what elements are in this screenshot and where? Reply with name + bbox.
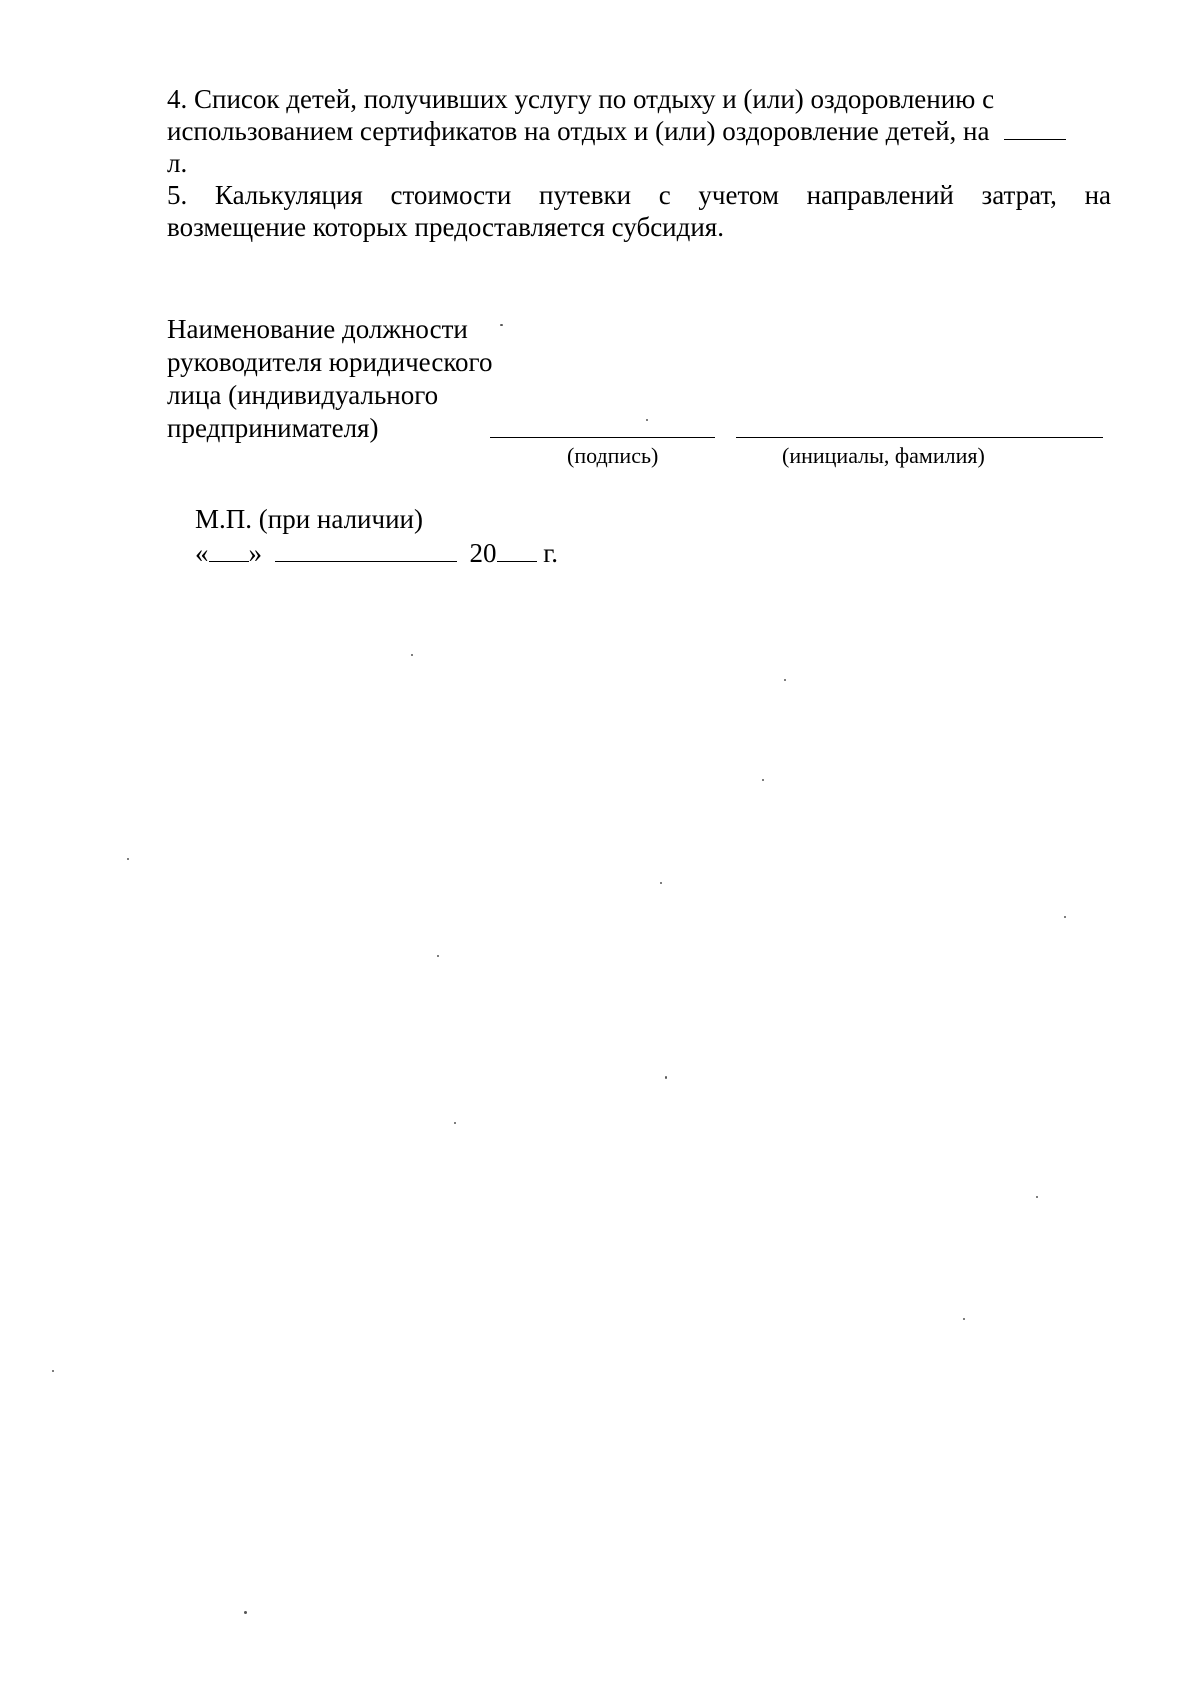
scan-speck [660, 882, 662, 884]
attachment-text: возмещение которых предоставляется субсидия. [167, 212, 724, 242]
signature-line [490, 437, 715, 438]
day-blank [209, 539, 249, 562]
scan-speck [762, 779, 764, 781]
scan-speck [1036, 1196, 1038, 1198]
scan-speck [244, 1611, 247, 1614]
attachment-text: использованием сертификатов на отдых и (или) оздоровление детей, на [167, 116, 990, 146]
attachment-item-5-cont [167, 211, 1111, 243]
attachments-list [167, 83, 1111, 243]
date-close-quote: » [248, 538, 262, 568]
pages-count-blank [1004, 117, 1066, 140]
position-title-line: лица (индивидуального [167, 380, 439, 410]
attachment-number: 5. [167, 180, 188, 210]
attachment-text: Калькуляция стоимости путевки с учетом направлений затрат, на [214, 180, 1112, 210]
attachment-number: 4. [167, 84, 188, 114]
scan-speck [52, 1370, 54, 1372]
attachment-text: Список детей, получивших услугу по отдыху и (или) оздоровлению с [194, 84, 995, 114]
scan-speck [784, 679, 786, 681]
year-suffix: г. [543, 538, 559, 568]
position-title-line: руководителя юридического [167, 347, 493, 377]
position-title-line: предпринимателя) [167, 413, 379, 443]
position-title-line: Наименование должности [167, 314, 468, 344]
attachment-item-5 [167, 179, 1111, 211]
year-prefix: 20 [469, 538, 497, 568]
attachment-item-4-cont [167, 115, 1111, 147]
scan-speck [665, 1076, 667, 1079]
scan-speck [646, 419, 648, 421]
signature-caption: (подпись) [567, 443, 659, 468]
name-caption: (инициалы, фамилия) [782, 443, 985, 468]
scan-speck [1064, 916, 1066, 918]
scan-speck [963, 1318, 965, 1320]
scan-speck [127, 858, 129, 860]
scan-speck [437, 955, 439, 957]
year-blank [497, 539, 537, 562]
position-title [167, 313, 527, 445]
attachment-item-4 [167, 83, 1111, 115]
month-blank [275, 539, 457, 562]
date-row [195, 536, 558, 570]
stamp-label: М.П. (при наличии) [195, 504, 423, 534]
scan-speck [454, 1122, 456, 1124]
scan-speck [500, 324, 503, 326]
name-line [736, 437, 1103, 438]
scan-speck [411, 654, 413, 656]
attachment-item-4-end [167, 147, 1111, 179]
date-open-quote: « [195, 538, 209, 568]
attachment-text: л. [167, 148, 188, 178]
